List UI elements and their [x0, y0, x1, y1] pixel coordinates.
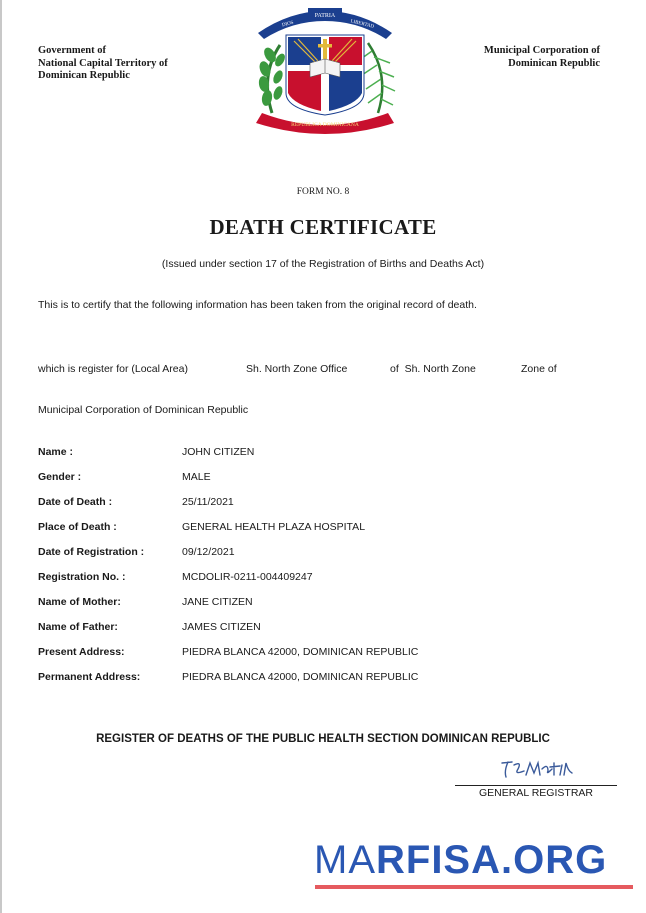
local-area-prefix: which is register for (Local Area) [38, 363, 188, 375]
field-label-permanent-address: Permanent Address: [38, 671, 141, 683]
field-label-present-address: Present Address: [38, 646, 125, 658]
header-right-line: Dominican Republic [508, 57, 600, 69]
issuing-government [38, 45, 168, 83]
signature-icon [498, 757, 578, 781]
local-area-zone: of Sh. North Zone [390, 363, 476, 375]
watermark-underline [315, 885, 633, 889]
field-label-date-of-registration: Date of Registration : [38, 546, 145, 558]
field-value-permanent-address: PIEDRA BLANCA 42000, DOMINICAN REPUBLIC [182, 671, 419, 683]
municipal-corporation [484, 45, 600, 70]
page-left-border [0, 0, 2, 913]
field-label-mother: Name of Mother: [38, 596, 121, 608]
header-left-line: National Capital Territory of [38, 57, 168, 69]
field-value-date-of-registration: 09/12/2021 [182, 546, 235, 558]
header-right-line: Municipal Corporation of [483, 45, 600, 56]
emblem-ribbon-text: REPUBLICA DOMINICANA [291, 122, 359, 128]
document-title: DEATH CERTIFICATE [209, 215, 437, 239]
field-label-date-of-death: Date of Death : [38, 496, 113, 508]
watermark-logo [314, 838, 607, 882]
motto-patria: PATRIA [314, 13, 336, 19]
field-value-date-of-death: 25/11/2021 [182, 496, 234, 508]
field-value-father: JAMES CITIZEN [182, 621, 261, 633]
svg-text:DIOS: DIOS [281, 20, 295, 29]
certify-statement: This is to certify that the following information has been taken from the original record of death. [38, 299, 477, 311]
field-label-place-of-death: Place of Death : [38, 521, 117, 533]
document-subtitle: (Issued under section 17 of the Registration of Births and Deaths Act) [161, 258, 485, 270]
field-value-name: JOHN CITIZEN [182, 446, 255, 458]
local-area-zone-of: Zone of [521, 363, 557, 375]
header-left-line: Dominican Republic [38, 70, 130, 81]
field-value-place-of-death: GENERAL HEALTH PLAZA HOSPITAL [182, 521, 366, 533]
form-number: FORM NO. 8 [296, 187, 350, 197]
watermark-light-text: MA [314, 838, 376, 882]
field-value-mother: JANE CITIZEN [182, 596, 253, 608]
field-label-father: Name of Father: [38, 621, 118, 633]
field-value-gender: MALE [182, 471, 211, 483]
header-left-line: Government of [38, 45, 106, 56]
field-label-name: Name : [38, 446, 74, 458]
svg-text:LIBERTAD: LIBERTAD [349, 19, 375, 30]
field-value-registration-no: MCDOLIR-0211-004409247 [182, 571, 313, 583]
municipality: Municipal Corporation of Dominican Republic [38, 404, 249, 416]
signatory-title: GENERAL REGISTRAR [479, 787, 593, 799]
local-area-office: Sh. North Zone Office [246, 363, 348, 375]
field-label-gender: Gender : [38, 471, 82, 483]
field-label-registration-no: Registration No. : [38, 571, 126, 583]
coat-of-arms-icon [250, 5, 400, 135]
signature-line [455, 785, 617, 786]
watermark-bold-text: RFISA.ORG [376, 838, 608, 882]
register-heading: REGISTER OF DEATHS OF THE PUBLIC HEALTH SECTION DOMINICAN REPUBLIC [96, 733, 550, 745]
field-value-present-address: PIEDRA BLANCA 42000, DOMINICAN REPUBLIC [182, 646, 419, 658]
